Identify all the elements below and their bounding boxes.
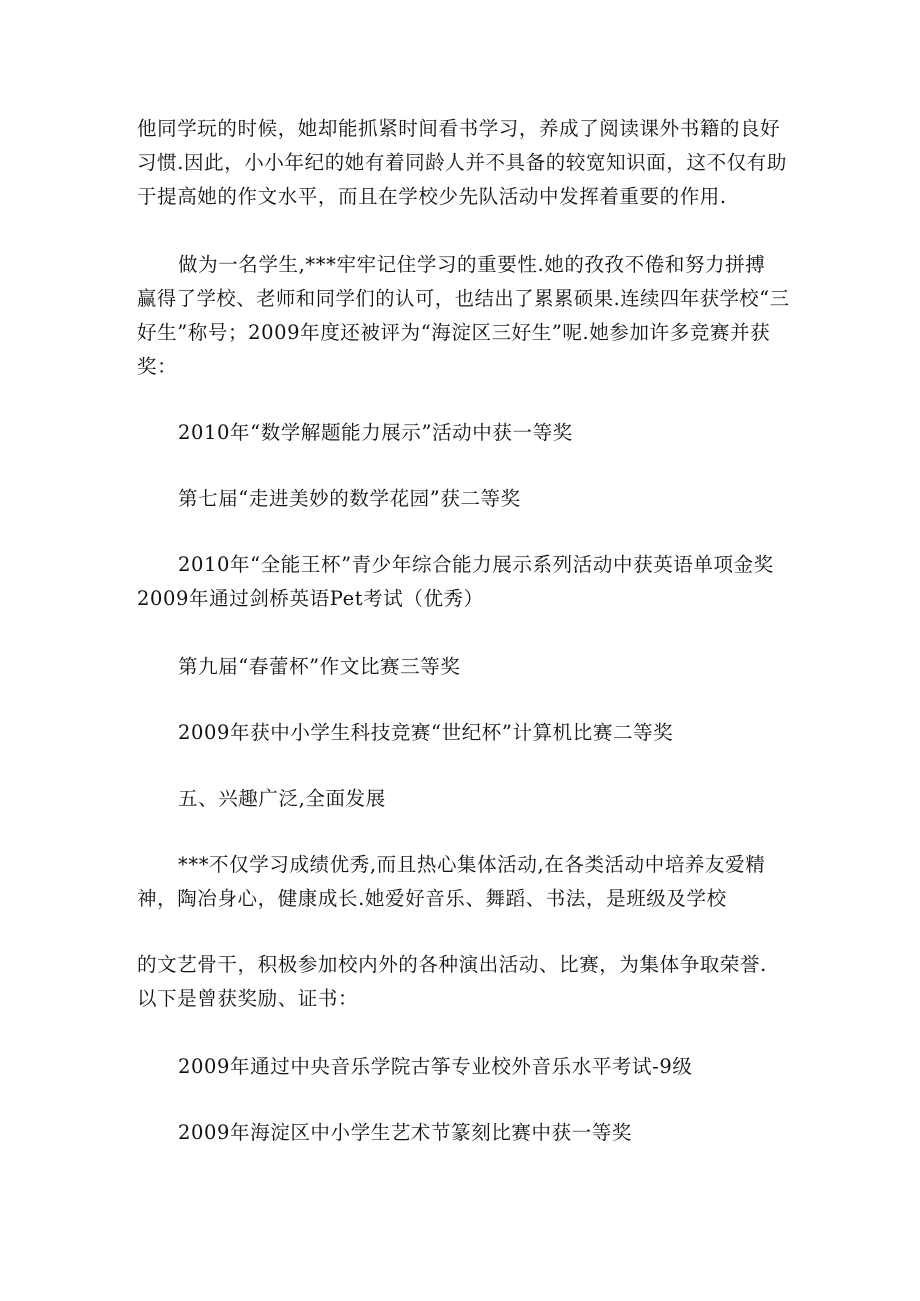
paragraph-3-line-2: 神，陶冶身心，健康成长.她爱好音乐、舞蹈、书法，是班级及学校 <box>137 887 727 910</box>
award-item: 2009年海淀区中小学生艺术节篆刻比赛中获一等奖 <box>178 1121 633 1144</box>
award-item: 2009年通过中央音乐学院古筝专业校外音乐水平考试-9级 <box>178 1055 693 1078</box>
paragraph-1-line-2: 习惯.因此，小小年纪的她有着同龄人并不具备的较宽知识面，这不仅有助 <box>137 151 787 174</box>
award-item: 2010年“全能王杯”青少年综合能力展示系列活动中获英语单项金奖 <box>178 553 774 576</box>
paragraph-4-line-1: 的文艺骨干，积极参加校内外的各种演出活动、比赛，为集体争取荣誉. <box>137 953 767 976</box>
paragraph-2-line-4: 奖： <box>137 355 178 378</box>
paragraph-4-line-2: 以下是曾获奖励、证书： <box>137 987 359 1010</box>
paragraph-1-line-3: 于提高她的作文水平，而且在学校少先队活动中发挥着重要的作用. <box>137 185 727 208</box>
paragraph-3-line-1: ***不仅学习成绩优秀,而且热心集体活动,在各类活动中培养友爱精 <box>178 853 766 876</box>
paragraph-1-line-1: 他同学玩的时候，她却能抓紧时间看书学习，养成了阅读课外书籍的良好 <box>137 117 781 140</box>
award-item: 2010年“数学解题能力展示”活动中获一等奖 <box>178 421 573 444</box>
section-heading: 五、兴趣广泛,全面发展 <box>178 787 386 810</box>
award-item: 2009年通过剑桥英语Pet考试（优秀） <box>137 587 484 610</box>
paragraph-2-line-1: 做为一名学生,***牢牢记住学习的重要性.她的孜孜不倦和努力拼搏 <box>178 253 766 276</box>
award-item: 第七届“走进美妙的数学花园”获二等奖 <box>178 487 521 510</box>
paragraph-2-line-2: 赢得了学校、老师和同学们的认可，也结出了累累硕果.连续四年获学校“三 <box>137 287 790 310</box>
paragraph-2-line-3: 好生”称号；2009年度还被评为“海淀区三好生”呢.她参加许多竞赛并获 <box>137 321 771 344</box>
award-item: 2009年获中小学生科技竞赛“世纪杯”计算机比赛二等奖 <box>178 721 674 744</box>
award-item: 第九届“春蕾杯”作文比赛三等奖 <box>178 655 461 678</box>
